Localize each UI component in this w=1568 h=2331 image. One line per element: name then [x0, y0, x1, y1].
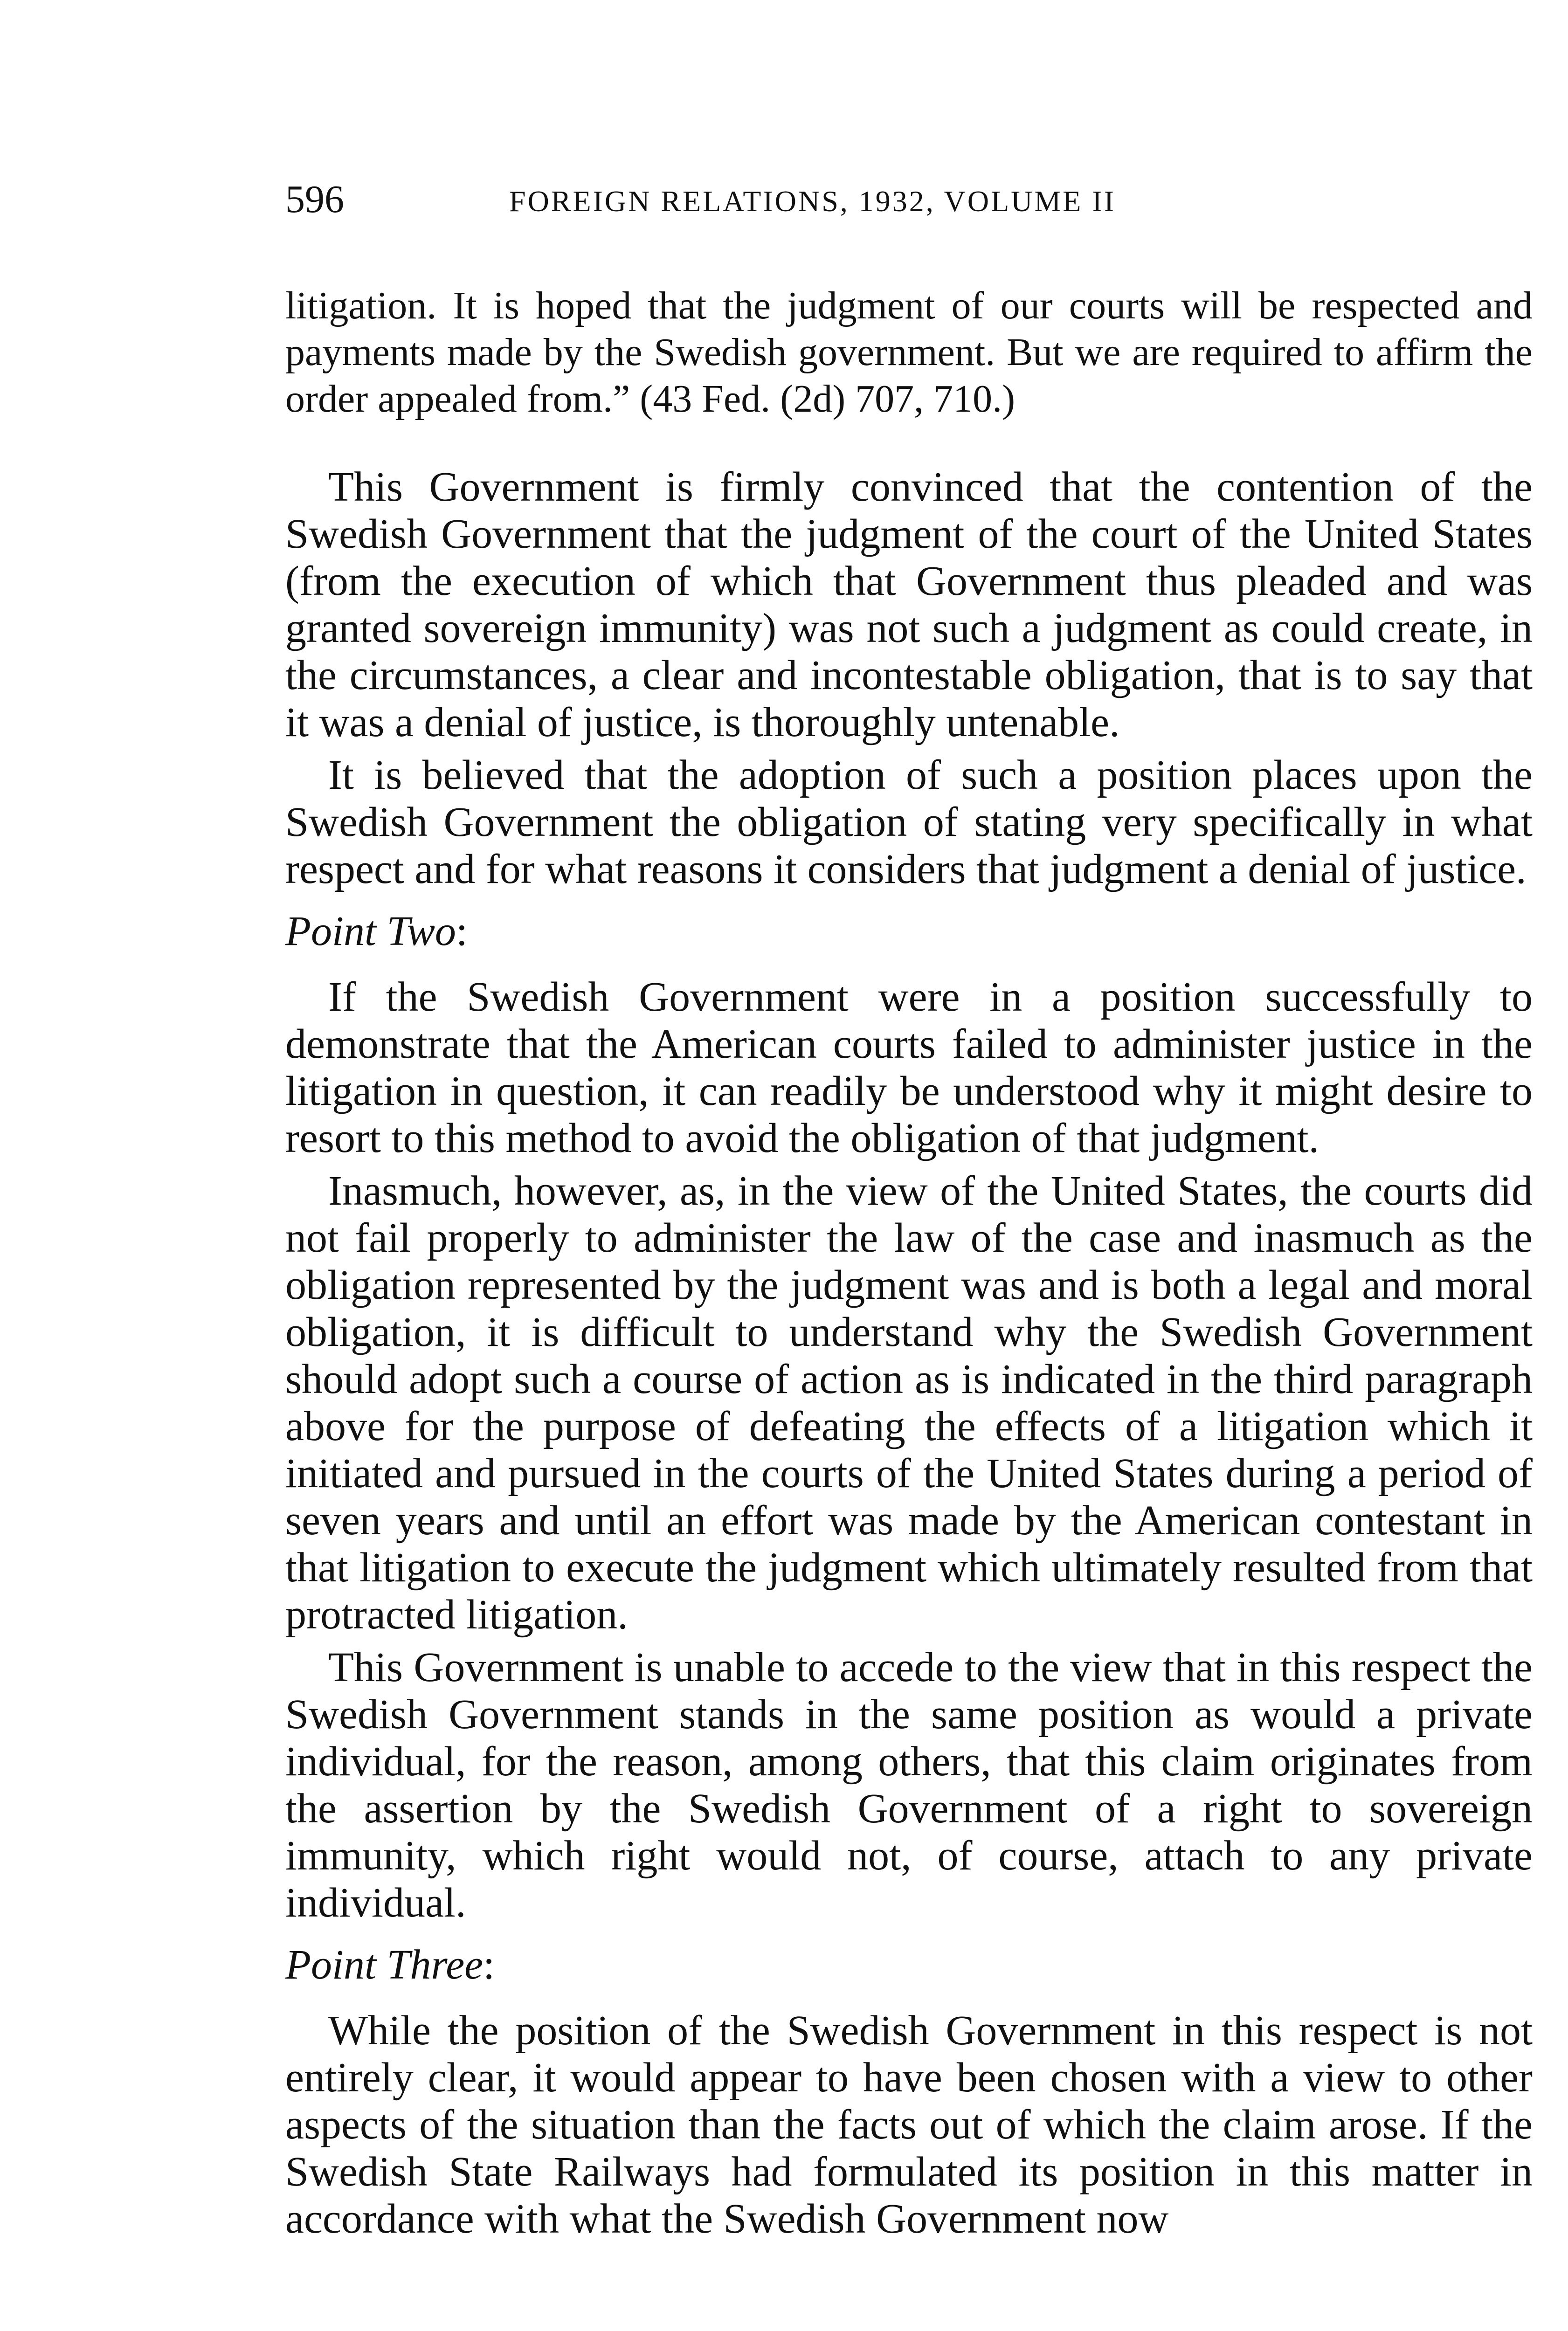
paragraph-point-two-1: If the Swedish Government were in a position successfully to demonstrate that the American courts failed to administer justice in the litigation in question, it can readily be understood why it might desire to resort to this method to avoid the obligation of that judgment. — [285, 974, 1533, 1161]
paragraph-adoption-of-position: It is believed that the adoption of such a position places upon the Swedish Government the obligation of stating very specifically in what respect and for what reasons it considers that judgment a denial of justice. — [285, 752, 1533, 892]
quote-continuation: litigation. It is hoped that the judgment of our courts will be respected and payments made by the Swedish government. But we are required to affirm the order appealed from.” (43 Fed. (2d) 707, 710.) — [285, 284, 1533, 421]
running-title: FOREIGN RELATIONS, 1932, VOLUME II — [509, 185, 1116, 218]
page-header — [285, 176, 1533, 223]
page-number: 596 — [285, 178, 344, 221]
point-two-heading-text: Point Two — [285, 908, 456, 954]
point-three-heading-text: Point Three — [285, 1942, 484, 1988]
section-heading-point-three: Point Three: — [285, 1942, 495, 1988]
body-text — [285, 283, 1533, 2248]
paragraph-point-two-2: Inasmuch, however, as, in the view of the United States, the courts did not fail properly to administer the law of the case and inasmuch as the obligation represented by the judgment was and is both a legal and moral obligation, it is difficult to understand why the Swedish Government should adopt such a course of action as is indicated in the third paragraph above for the purpose of defeating the effects of a litigation which it initiated and pursued in the courts of the United States during a period of seven years and until an effort was made by the American contestant in that litigation to execute the judgment which ultimately resulted from that protracted litigation. — [285, 1168, 1533, 1638]
paragraph-point-three-1: While the position of the Swedish Government in this respect is not entirely clear, it would appear to have been chosen with a view to other aspects of the situation than the facts out of which the claim arose. If the Swedish State Railways had formulated its position in this matter in accordance with what the Swedish Government now — [285, 2007, 1533, 2242]
paragraph-point-two-3: This Government is unable to accede to the view that in this respect the Swedish Government stands in the same position as would a private individual, for the reason, among others, that this claim originates from the assertion by the Swedish Government of a right to sovereign immunity, which right would not, of course, attach to any private individual. — [285, 1644, 1533, 1926]
paragraph-firmly-convinced: This Government is firmly convinced that the contention of the Swedish Government that the judgment of the court of the United States (from the execution of which that Government thus pleaded and was granted sovereign immunity) was not such a judgment as could create, in the circumstances, a clear and incontestable obligation, that is to say that it was a denial of justice, is thoroughly untenable. — [285, 464, 1533, 745]
section-heading-point-two: Point Two: — [285, 908, 468, 954]
